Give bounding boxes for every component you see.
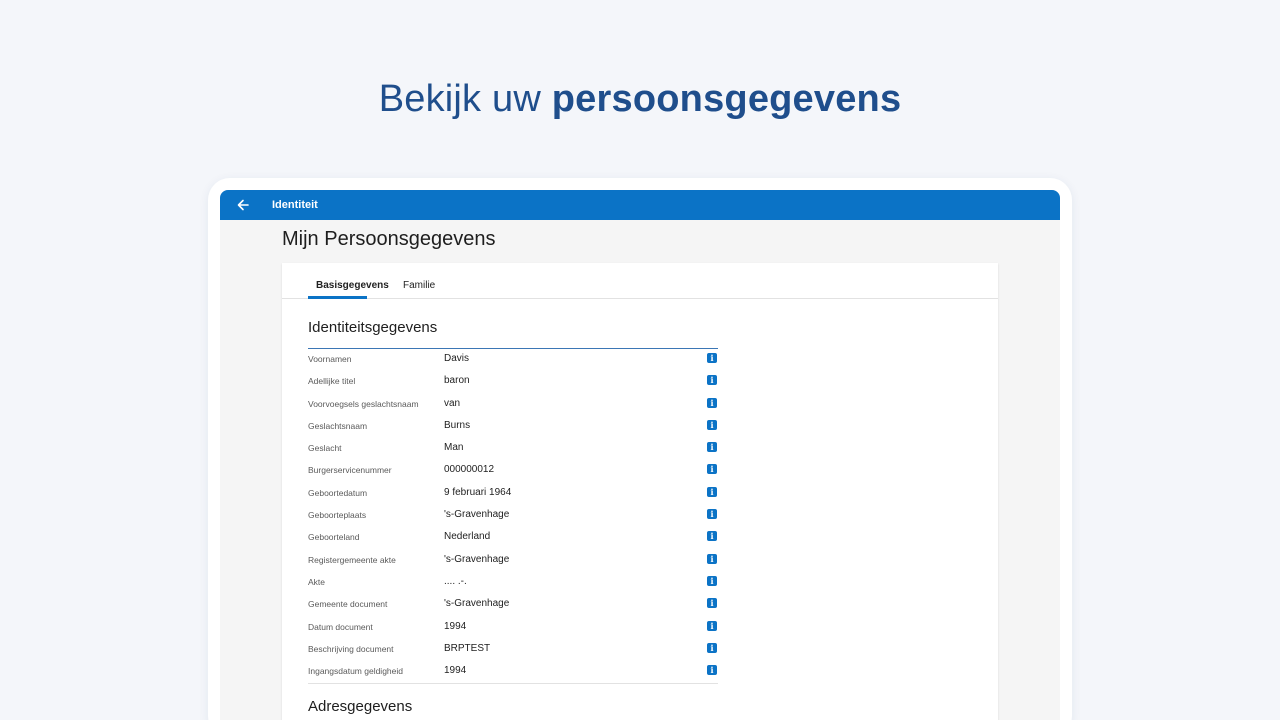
table-row <box>308 572 718 594</box>
row-value: Burns <box>444 419 471 431</box>
table-row <box>308 527 718 549</box>
headline-emphasis: persoonsgegevens <box>551 78 902 120</box>
info-icon[interactable]: i <box>707 531 717 541</box>
app-bar <box>220 190 1060 220</box>
section-title-identity: Identiteitsgegevens <box>308 319 438 336</box>
row-value: van <box>444 397 461 409</box>
info-icon[interactable]: i <box>707 487 717 497</box>
table-row <box>308 550 718 572</box>
row-value: 's-Gravenhage <box>444 598 510 610</box>
row-value: BRPTEST <box>444 642 491 654</box>
table-row <box>308 460 718 482</box>
info-icon[interactable]: i <box>707 398 717 408</box>
row-label: Datum document <box>308 621 373 632</box>
row-value: 000000012 <box>444 464 495 476</box>
app-screen <box>220 190 1060 720</box>
headline <box>0 78 1280 121</box>
app-bar-title: Identiteit <box>272 199 318 211</box>
row-value: Man <box>444 442 464 454</box>
table-row <box>308 394 718 416</box>
row-value: 's-Gravenhage <box>444 553 510 565</box>
row-label: Geboorteplaats <box>308 510 367 521</box>
section-title-address: Adresgegevens <box>308 698 413 715</box>
info-icon[interactable]: i <box>707 442 717 452</box>
row-value: 9 februari 1964 <box>444 486 512 498</box>
row-label: Geboorteland <box>308 532 360 543</box>
row-value: Davis <box>444 353 470 364</box>
row-label: Beschrijving document <box>308 643 394 654</box>
tab-bar <box>282 263 998 299</box>
table-row <box>308 617 718 639</box>
row-value: .... .-. <box>444 575 467 587</box>
row-value: 's-Gravenhage <box>444 509 510 521</box>
row-value: 1994 <box>444 665 467 677</box>
row-value: 1994 <box>444 620 467 632</box>
table-row <box>308 416 718 438</box>
row-value: baron <box>444 375 470 387</box>
table-row <box>308 639 718 661</box>
row-label: Voorvoegsels geslachtsnaam <box>308 398 419 409</box>
row-label: Ingangsdatum geldigheid <box>308 666 403 677</box>
info-icon[interactable]: i <box>707 420 717 430</box>
info-icon[interactable]: i <box>707 665 717 675</box>
table-row <box>308 349 718 371</box>
table-row <box>308 661 718 683</box>
headline-prefix: Bekijk uw <box>378 78 541 120</box>
info-icon[interactable]: i <box>707 643 717 653</box>
table-row <box>308 505 718 527</box>
info-icon[interactable]: i <box>707 375 717 385</box>
tab-familie[interactable]: Familie <box>403 280 436 291</box>
table-row <box>308 483 718 505</box>
row-label: Geslachtsnaam <box>308 420 368 431</box>
row-value: Nederland <box>444 531 491 543</box>
info-icon[interactable]: i <box>707 621 717 631</box>
row-label: Gemeente document <box>308 599 388 610</box>
info-icon[interactable]: i <box>707 464 717 474</box>
info-icon[interactable]: i <box>707 554 717 564</box>
back-button[interactable] <box>234 196 252 214</box>
details-card <box>282 263 998 720</box>
row-label: Voornamen <box>308 354 352 364</box>
info-icon[interactable]: i <box>707 598 717 608</box>
table-row <box>308 371 718 393</box>
active-tab-indicator <box>308 296 367 299</box>
row-label: Akte <box>308 576 326 587</box>
table-row <box>308 594 718 616</box>
table-row <box>308 438 718 460</box>
identity-table <box>308 348 718 684</box>
row-label: Geboortedatum <box>308 487 368 498</box>
arrow-left-icon <box>237 199 249 211</box>
info-icon[interactable]: i <box>707 353 717 363</box>
row-label: Registergemeente akte <box>308 554 396 565</box>
tab-basisgegevens[interactable]: Basisgegevens <box>316 280 389 291</box>
info-icon[interactable]: i <box>707 576 717 586</box>
row-label: Burgerservicenummer <box>308 465 392 476</box>
info-icon[interactable]: i <box>707 509 717 519</box>
row-label: Geslacht <box>308 443 342 454</box>
row-label: Adellijke titel <box>308 376 356 387</box>
page-title: Mijn Persoonsgegevens <box>282 228 496 250</box>
